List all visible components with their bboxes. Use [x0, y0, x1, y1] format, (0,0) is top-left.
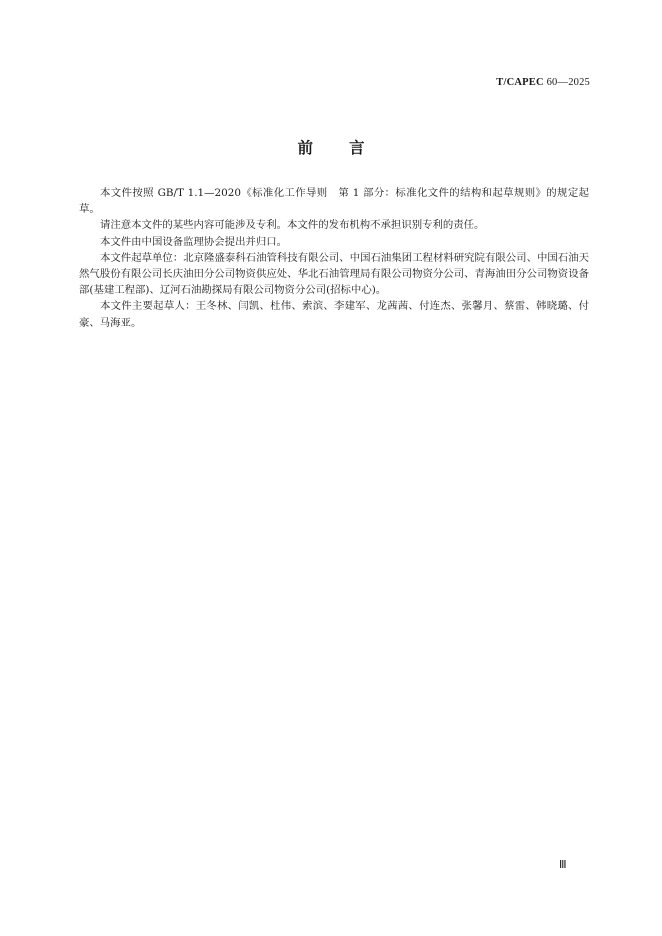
paragraph-drafting-basis: 本文件按照 GB/T 1.1—2020《标准化工作导则 第 1 部分：标准化文件的结构和起草规则》的规定起草。: [79, 187, 589, 216]
page-number: Ⅲ: [559, 859, 567, 871]
standard-code: [496, 77, 590, 88]
paragraph-patent-notice: 请注意本文件的某些内容可能涉及专利。本文件的发布机构不承担识别专利的责任。: [100, 219, 485, 232]
paragraph-drafters: 本文件主要起草人：王冬林、闫凯、杜伟、索滨、李建军、龙茜茜、付连杰、张馨月、蔡雷、韩晓璐、付豪、马海亚。: [79, 300, 589, 329]
paragraph-drafting-units: 本文件起草单位：北京隆盛泰科石油管科技有限公司、中国石油集团工程材料研究院有限公司、中国石油天然气股份有限公司长庆油田分公司物资供应处、华北石油管理局有限公司物资分公司、青海油田分公司物资设备部(基建工程部)、辽河石油勘探局有限公司物资分公司(招标中心)。: [79, 251, 589, 297]
page-title: 前言: [297, 139, 401, 157]
foreword-body: [79, 185, 589, 331]
paragraph-proposer: 本文件由中国设备监理协会提出并归口。: [100, 235, 288, 248]
standard-number: 60—2025: [543, 77, 590, 88]
standard-org: T/CAPEC: [496, 77, 544, 88]
